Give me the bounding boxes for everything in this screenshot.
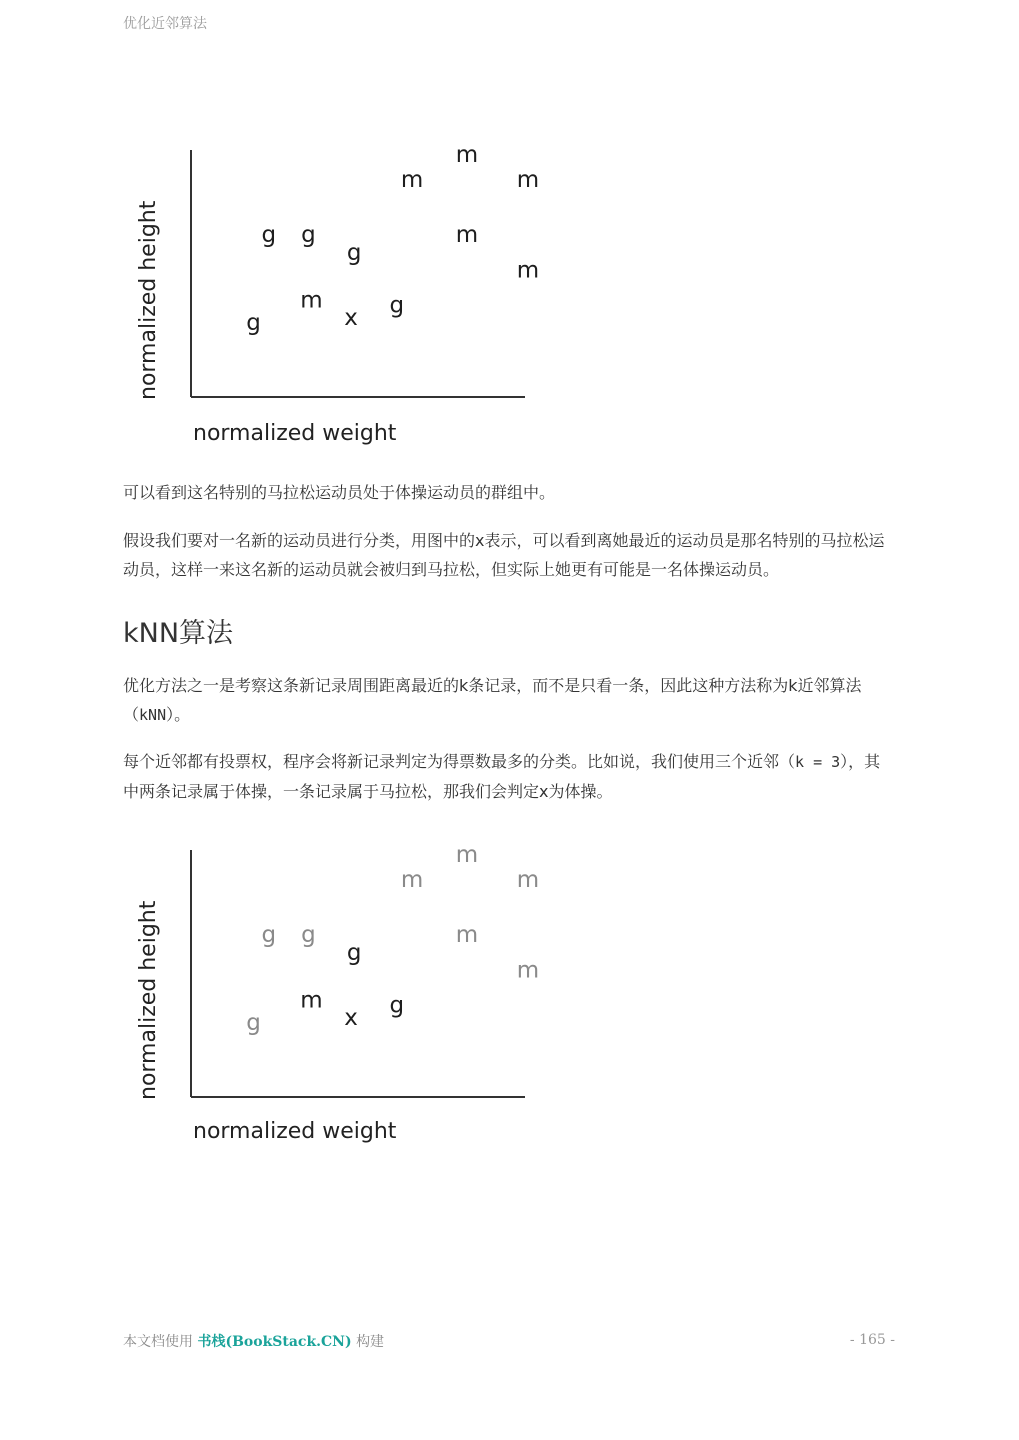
point-g-9: g: [389, 992, 405, 1019]
point-m-1: m: [400, 167, 424, 194]
footer-suffix: 构建: [356, 1334, 385, 1350]
page-number: - 165 -: [849, 1332, 895, 1348]
scatter-plot-1: [123, 140, 563, 450]
x-axis-label: normalized weight: [193, 421, 397, 446]
point-g-8: g: [346, 939, 362, 966]
running-header: 优化近邻算法: [123, 16, 207, 32]
footer-brand-link[interactable]: 书栈(BookStack.CN): [197, 1334, 352, 1350]
section-heading: kNN算法: [123, 618, 234, 649]
footer-prefix: 本文档使用: [123, 1334, 193, 1350]
point-g-10: g: [246, 310, 261, 336]
point-g-9: g: [389, 292, 405, 319]
paragraph-3-text-a: 优化方法之一是考察这条新记录周围距离最近的k条记录，而不是只看一条，因此这种方法称为k近邻算法（: [123, 676, 862, 724]
scatter-plot-2: [123, 840, 563, 1150]
point-m-1: m: [400, 867, 424, 894]
footer-credit: [123, 1331, 384, 1351]
scatter-figure-2: [123, 840, 563, 1150]
y-axis-label: normalized height: [136, 200, 161, 400]
point-m-2: m: [516, 167, 540, 194]
point-x-11: x: [344, 304, 358, 331]
paragraph-1: 可以看到这名特别的马拉松运动员处于体操运动员的群组中。: [123, 483, 556, 502]
point-g-8: g: [346, 239, 362, 266]
point-group: [246, 842, 539, 1036]
point-x-11: x: [344, 1004, 358, 1031]
paragraph-3-text-b: ）。: [166, 705, 191, 724]
paragraph-4: [123, 747, 895, 806]
point-g-7: g: [301, 922, 316, 949]
scatter-figure-1: [123, 140, 563, 450]
point-m-2: m: [516, 867, 540, 894]
point-m-4: m: [516, 957, 540, 984]
point-m-5: m: [300, 287, 323, 314]
point-g-10: g: [246, 1010, 261, 1036]
point-m-5: m: [300, 987, 323, 1014]
point-g-7: g: [301, 222, 316, 249]
point-m-3: m: [455, 222, 479, 249]
point-m-0: m: [455, 842, 479, 868]
inline-code-knn: kNN: [139, 706, 167, 724]
inline-code-k3: k = 3: [795, 753, 841, 771]
point-g-6: g: [261, 222, 277, 249]
paragraph-4-text-b: ），其中两条记录属于体操，一条记录属于马拉松，那我们会判定x为体操。: [123, 752, 881, 801]
point-group: [246, 142, 539, 336]
point-m-0: m: [455, 142, 479, 168]
paragraph-4-text-a: 每个近邻都有投票权，程序会将新记录判定为得票数最多的分类。比如说，我们使用三个近邻（: [123, 752, 796, 771]
point-m-4: m: [516, 257, 540, 284]
paragraph-3: [123, 671, 895, 730]
paragraph-2: 假设我们要对一名新的运动员进行分类，用图中的x表示，可以看到离她最近的运动员是那名特别的马拉松运动员，这样一来这名新的运动员就会被归到马拉松，但实际上她更有可能是一名体操运动员。: [123, 531, 885, 579]
x-axis-label: normalized weight: [193, 1119, 397, 1144]
point-m-3: m: [455, 922, 479, 949]
y-axis-label: normalized height: [136, 900, 161, 1100]
point-g-6: g: [261, 922, 277, 949]
